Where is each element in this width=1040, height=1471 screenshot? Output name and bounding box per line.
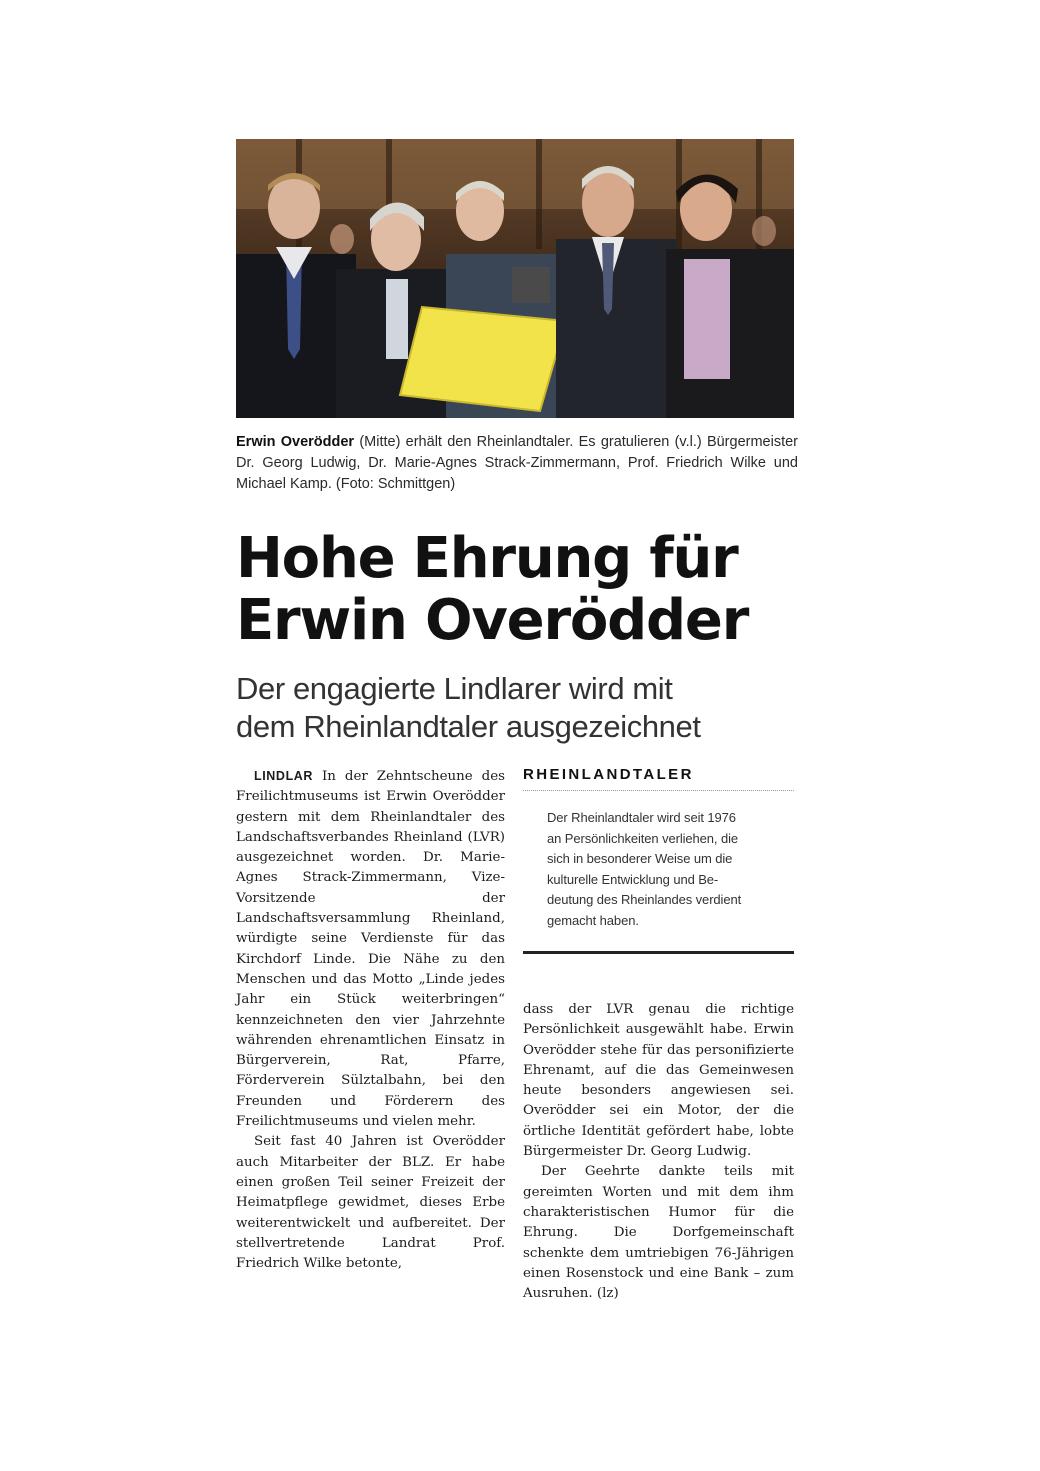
infobox-line: Der Rheinlandtaler wird seit 1976 [547,810,736,825]
paragraph-1-text: In der Zehntscheune des Freilichtmuseums ist Erwin Overödder gestern mit dem Rheinlandtaler des Landschaftsverbandes Rheinland (LVR) ausgezeichnet worden. Dr. Marie-Agnes Strack-Zimmermann, Vize-Vorsitzende der Landschaftsversammlung Rheinland, würdigte seine Verdienste für das Kirchdorf Linde. Die Nähe zu den Menschen und das Motto „Linde jedes Jahr ein Stück weiterbringen“ kennzeichneten den vier Jahrzehnte währenden ehrenamtlichen Einsatz in Bürgerverein, Rat, Pfarre, Förderverein Sülztalbahn, bei den Freunden und Förderern des Freilichtmuseums und vielen mehr. [236,769,505,1130]
infobox-top-rule [523,790,794,791]
subhead-line-1: Der engagierte Lindlarer wird mit [236,671,673,706]
article-paragraph-3: dass der LVR genau die richtige Persönlichkeit ausgewählt habe. Erwin Overödder stehe für das personifizierte Ehrenamt, auf die das Gemeinwesen heute besonders angewiesen sei. Overödder sei ein Motor, der die örtliche Identität gefördert habe, lobte Bürgermeister Dr. Georg Ludwig. [523,1002,794,1160]
infobox-line: an Persönlichkeiten verliehen, die [547,830,738,846]
caption-text: (Mitte) erhält den Rheinlandtaler. Es gratulieren (v.l.) Bürgermeister Dr. Georg Ludwig, Dr. Marie-Agnes Strack-Zimmermann, Prof. Friedrich Wilke und Michael Kamp. (Foto: Schmittgen) [236,434,799,492]
photo-image-icon [236,139,794,418]
subhead-line-2: dem Rheinlandtaler ausgezeichnet [236,709,701,744]
article-paragraph-2: Seit fast 40 Jahren ist Overödder auch Mitarbeiter der BLZ. Er habe einen großen Teil seiner Freizeit der Heimatpflege gewidmet, dieses Erbe weiterentwickelt und aufbereitet. Der stellvertretende Landrat Prof. Friedrich Wilke betonte, [236,1134,505,1272]
article-paragraph-4: Der Geehrte dankte teils mit gereimten Worten und mit dem ihm charakteristischen Humor für die Ehrung. Die Dorfgemeinschaft schenkte dem umtriebigen 76-Jährigen einen Rosenstock und eine Bank – zum Ausruhen. (lz) [523,1164,794,1302]
infobox-bottom-rule [523,951,794,954]
article-paragraph-1 [236,766,505,1132]
infobox-line: kulturelle Entwicklung und Be- [547,871,719,887]
article-photo [236,139,794,418]
article-column-right [523,1000,794,1304]
photo-caption [236,432,798,495]
dateline: LINDLAR [254,769,314,783]
infobox-line: sich in besonderer Weise um die [547,851,733,867]
headline-line-1: Hohe Ehrung für [236,526,738,591]
infobox-text [547,808,797,932]
caption-name: Erwin Overödder [236,434,355,450]
article-column-left [236,766,505,1274]
headline [236,528,836,652]
infobox-line: gemacht haben. [547,912,639,928]
infobox-title: RHEINLANDTALER [523,766,694,783]
headline-line-2: Erwin Overödder [236,588,749,653]
subheadline [236,670,836,746]
infobox-line: deutung des Rheinlandes verdient [547,892,742,908]
